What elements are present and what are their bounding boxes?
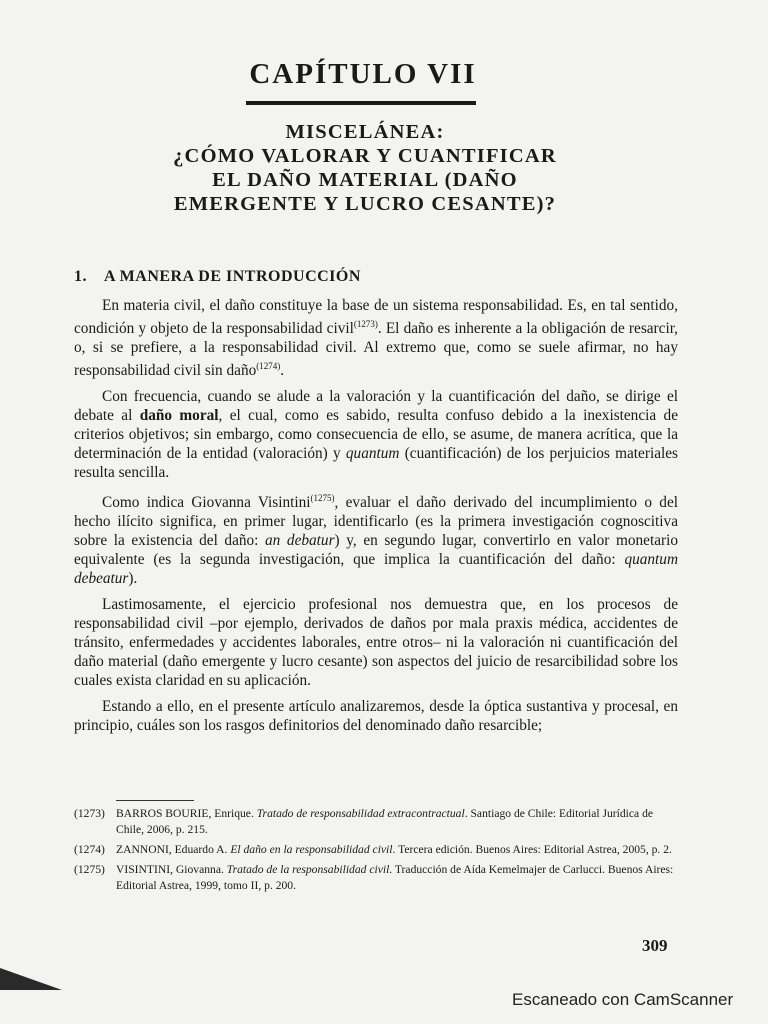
paragraph-3-text-b: , evaluar el daño derivado del incumplimiento o del hecho ilícito significa, en primer lugar, identificarlo (es la primera investigación cognoscitiva sobre la existencia del daño: bbox=[74, 494, 678, 550]
paragraph-3-text-d: ). bbox=[128, 570, 138, 588]
subtitle-line-3: EL DAÑO MATERIAL (DAÑO bbox=[212, 169, 518, 191]
paragraph-3-text-a: Como indica Giovanna Visintini bbox=[102, 494, 311, 512]
paragraph-2 bbox=[74, 387, 678, 482]
paragraph-4: Lastimosamente, el ejercicio profesional nos demuestra que, en los procesos de responsabilidad civil –por ejemplo, derivados de daños por mala praxis médica, accidentes de tránsito, enfermedades y accidentes laborales, entre otros– ni la valoración ni cuantificación del daño material (daño emergente y lucro cesante) son aspectos del juicio de resarcibilidad sobre los cuales exista claridad en su aplicación. bbox=[74, 596, 678, 690]
paragraph-3-italic-1: an debatur bbox=[265, 532, 335, 550]
footnote-1273 bbox=[74, 806, 680, 838]
footnote-ref-1273: (1273) bbox=[353, 319, 378, 329]
footnote-number: (1274) bbox=[74, 843, 105, 856]
footnotes bbox=[74, 806, 680, 898]
footnote-1274 bbox=[74, 842, 680, 858]
footnote-separator bbox=[116, 800, 194, 801]
paragraph-3 bbox=[74, 489, 678, 588]
paragraph-2-text-c: (cuantificación) de los perjuicios materiales resulta sencilla. bbox=[74, 445, 678, 482]
paragraph-2-text-b: , el cual, como es sabido, resulta confuso debido a la inexistencia de criterios objetivos; sin embargo, como consecuencia de ello, se asume, de manera acrítica, que la determinación de la entidad (valoración) y bbox=[74, 407, 678, 463]
paragraph-2-bold: daño moral bbox=[139, 407, 219, 425]
footnote-author: VISINTINI, Giovanna. bbox=[116, 863, 227, 876]
section-title: A MANERA DE INTRODUCCIÓN bbox=[104, 268, 361, 285]
chapter-underline bbox=[246, 101, 476, 105]
footnote-details: . Traducción de Aída Kemelmajer de Carlucci. Buenos Aires: Editorial Astrea, 1999, tomo II, p. 200. bbox=[116, 863, 674, 892]
paragraph-3-italic-2: quantum debeatur bbox=[74, 551, 678, 588]
paragraph-1 bbox=[74, 296, 678, 380]
paragraph-2-text-a: Con frecuencia, cuando se alude a la valoración y la cuantificación del daño, se dirige el debate al bbox=[74, 388, 678, 425]
footnote-ref-1274: (1274) bbox=[256, 361, 281, 372]
footnote-title: Tratado de responsabilidad extracontractual bbox=[256, 807, 465, 820]
footnote-author: BARROS BOURIE, Enrique. bbox=[116, 807, 257, 820]
paragraph-5: Estando a ello, en el presente artículo analizaremos, desde la óptica sustantiva y procesal, en principio, cuáles son los rasgos definitorios del denominado daño resarcible; bbox=[74, 698, 678, 735]
footnote-title: El daño en la responsabilidad civil bbox=[230, 843, 393, 856]
footnote-number: (1273) bbox=[74, 807, 105, 820]
footnote-text bbox=[116, 806, 680, 838]
footnote-text bbox=[116, 842, 680, 858]
subtitle-line-4: EMERGENTE Y LUCRO CESANTE)? bbox=[173, 193, 557, 215]
paragraph-1-text-b: . El daño es inherente a la obligación de resarcir, o, si se prefiere, a la responsabilidad civil. Al extremo que, como se suele afirmar, no hay responsabilidad civil sin daño bbox=[74, 320, 678, 380]
body-text bbox=[74, 296, 678, 742]
paragraph-3-text-c: ) y, en segundo lugar, convertirlo en valor monetario equivalente (es la segunda investigación, que implica la cuantificación del daño: bbox=[74, 532, 678, 569]
footnote-text bbox=[116, 862, 680, 894]
page-number: 309 bbox=[642, 936, 668, 955]
footnote-ref-1275: (1275) bbox=[310, 493, 335, 504]
section-number: 1. bbox=[74, 268, 87, 285]
footnote-details: . Tercera edición. Buenos Aires: Editorial Astrea, 2005, p. 2. bbox=[392, 843, 672, 856]
subtitle-line-1: MISCELÁNEA: bbox=[285, 121, 445, 143]
subtitle-line-2: ¿CÓMO VALORAR Y CUANTIFICAR bbox=[173, 145, 557, 167]
paragraph-1-text-a: En materia civil, el daño constituye la base de un sistema responsabilidad. Es, en tal sentido, condición y objeto de la responsabilidad civil bbox=[74, 297, 678, 338]
chapter-title: CAPÍTULO VII bbox=[249, 58, 477, 90]
chapter-subtitle bbox=[130, 120, 600, 216]
footnote-1275 bbox=[74, 862, 680, 894]
scan-corner-shadow bbox=[0, 968, 62, 990]
footnote-author: ZANNONI, Eduardo A. bbox=[116, 843, 231, 856]
paragraph-2-italic: quantum bbox=[345, 445, 400, 463]
footnote-details: . Santiago de Chile: Editorial Jurídica de Chile, 2006, p. 215. bbox=[116, 807, 654, 836]
paragraph-1-text-c: . bbox=[280, 362, 285, 380]
footnote-title: Tratado de la responsabilidad civil bbox=[226, 863, 390, 876]
footnote-number: (1275) bbox=[74, 863, 105, 876]
section-heading bbox=[74, 268, 361, 286]
camscanner-watermark: Escaneado con CamScanner bbox=[512, 990, 734, 1009]
